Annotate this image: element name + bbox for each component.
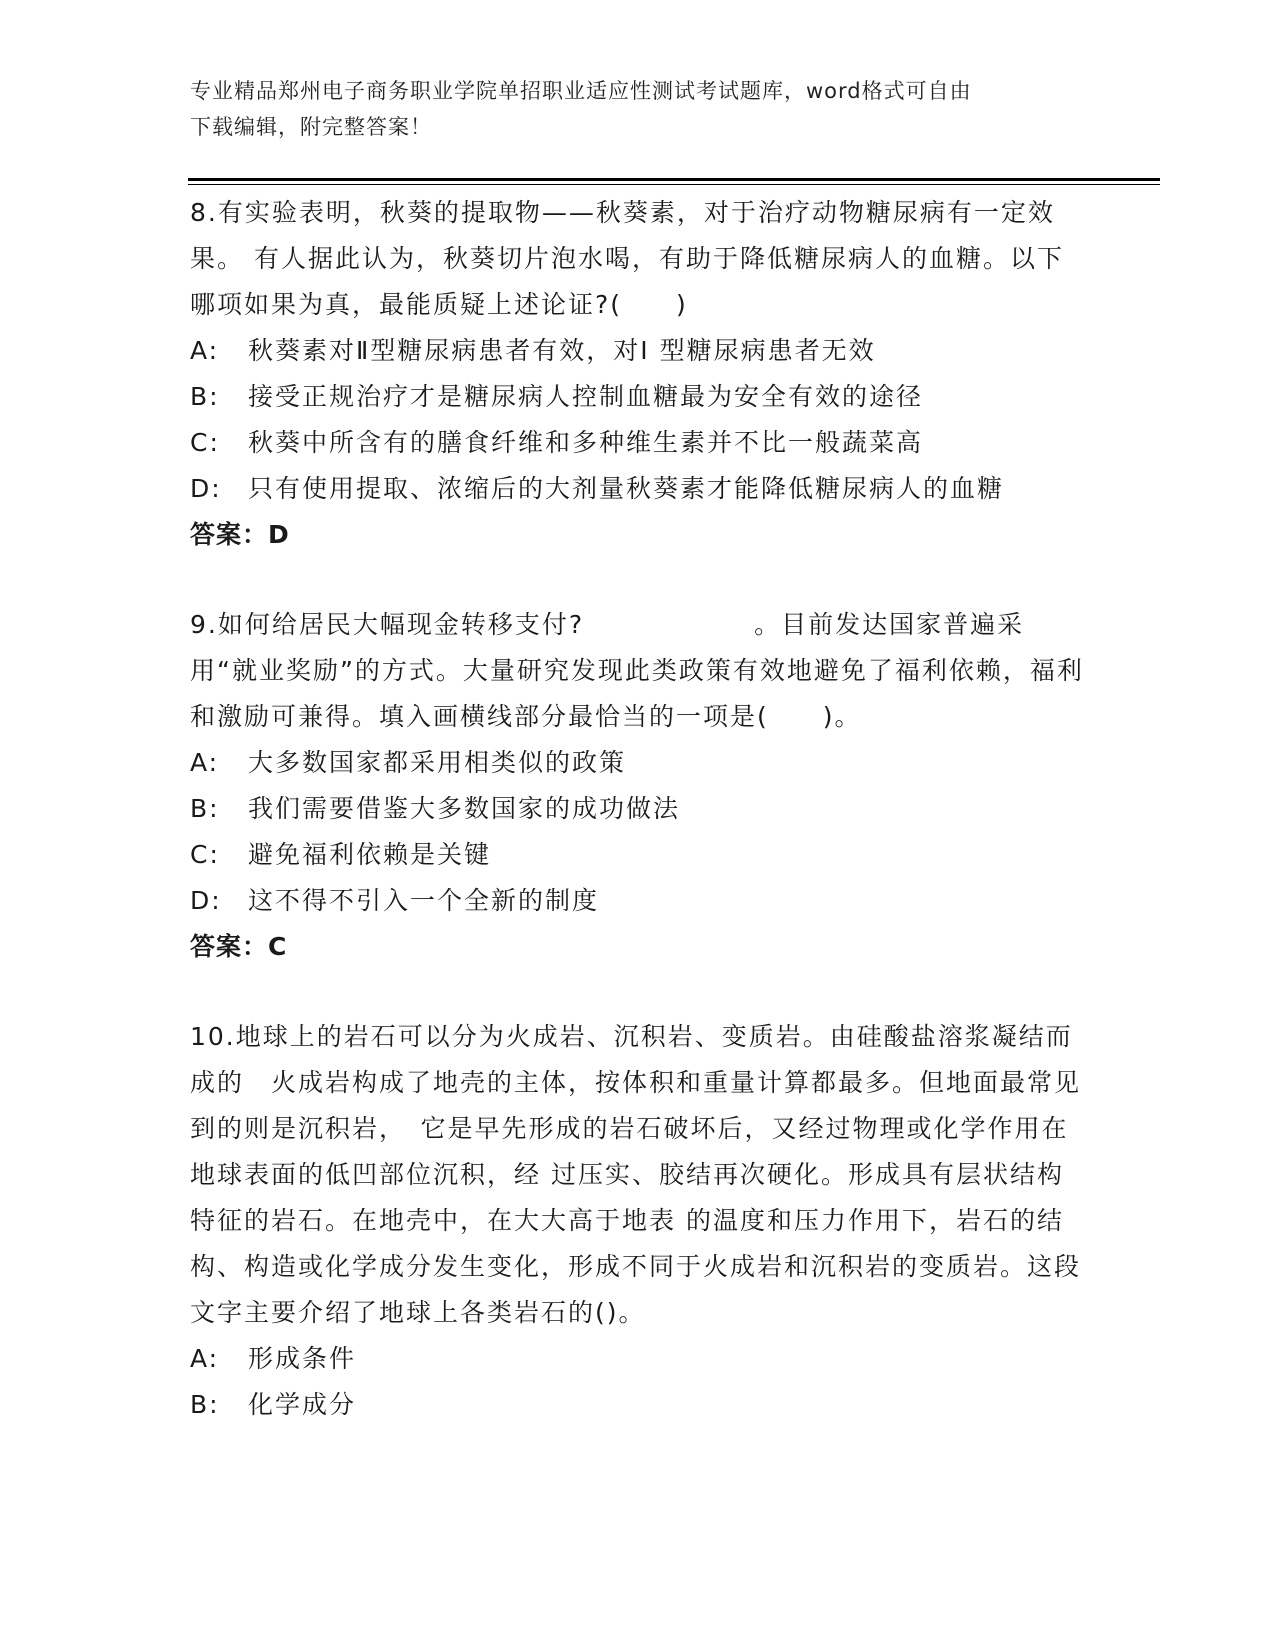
answer-line: 答案：C [190,932,288,961]
option-letter: B: [190,382,220,411]
option-letter: A: [190,1344,220,1373]
option-letter: A: [190,748,220,777]
option-text: 秋葵中所含有的膳食纤维和多种维生素并不比一般蔬菜高 [248,428,924,457]
option-b [190,786,1090,832]
option-b [190,374,1090,420]
option-letter: B: [190,1390,220,1419]
option-a [190,328,1090,374]
option-text: 化学成分 [248,1390,357,1419]
question-number: 10. [190,1022,236,1051]
question-text-part-2: 。目前发达国家普遍采用“就业奖励”的方式。大量研究发现此类政策有效地避免了福利依赖，福利和激励可兼得。填入画横线部分最恰当的一项是( )。 [190,610,1084,731]
option-letter: D: [190,474,222,503]
option-c [190,832,1090,878]
option-letter: C: [190,428,220,457]
question-number: 8. [190,198,218,227]
option-letter: B: [190,794,220,823]
question-list [190,190,1090,1428]
question-8 [190,190,1090,558]
option-d [190,878,1090,924]
document-header [190,73,1080,145]
question-10 [190,1014,1090,1428]
option-c [190,420,1090,466]
header-line-1: 专业精品郑州电子商务职业学院单招职业适应性测试考试题库，word格式可自由 [190,79,972,103]
option-text: 避免福利依赖是关键 [248,840,492,869]
question-stem [190,190,1090,328]
option-a [190,740,1090,786]
question-text: 有实验表明，秋葵的提取物——秋葵素，对于治疗动物糖尿病有一定效果。 有人据此认为，秋葵切片泡水喝，有助于降低糖尿病人的血糖。以下哪项如果为真，最能质疑上述论证?( ) [190,198,1064,319]
question-stem [190,1014,1090,1336]
answer-line: 答案：D [190,520,290,549]
option-b [190,1382,1090,1428]
option-letter: D: [190,886,222,915]
question-number: 9. [190,610,218,639]
option-text: 这不得不引入一个全新的制度 [248,886,600,915]
option-text: 形成条件 [248,1344,357,1373]
question-text: 地球上的岩石可以分为火成岩、沉积岩、变质岩。由硅酸盐溶浆凝结而成的 火成岩构成了地壳的主体，按体积和重量计算都最多。但地面最常见到的则是沉积岩， 它是早先形成的岩石破坏后，又经过物理或化学作用在地球表面的低凹部位沉积，经 过压实、胶结再次硬化。形成具有层状结构特征的岩石。在地壳中，在大大高于地表 的温度和压力作用下，岩石的结构、构造或化学成分发生变化，形成不同于火成岩和沉积岩的变质岩。这段文字主要介绍了地球上各类岩石的()。 [190,1022,1082,1327]
question-text-part-1: 如何给居民大幅现金转移支付? [217,610,585,639]
option-text: 秋葵素对Ⅱ型糖尿病患者有效，对Ⅰ 型糖尿病患者无效 [248,336,876,365]
option-a [190,1336,1090,1382]
option-text: 大多数国家都采用相类似的政策 [248,748,627,777]
option-text: 我们需要借鉴大多数国家的成功做法 [248,794,681,823]
header-divider-thick [188,178,1160,181]
option-letter: C: [190,840,220,869]
option-d [190,466,1090,512]
question-stem [190,602,1090,740]
option-letter: A: [190,336,220,365]
option-text: 只有使用提取、浓缩后的大剂量秋葵素才能降低糖尿病人的血糖 [248,474,1005,503]
header-divider-thin [188,184,1160,185]
header-line-2: 下载编辑，附完整答案！ [190,115,432,139]
option-text: 接受正规治疗才是糖尿病人控制血糖最为安全有效的途径 [248,382,924,411]
question-9 [190,602,1090,970]
